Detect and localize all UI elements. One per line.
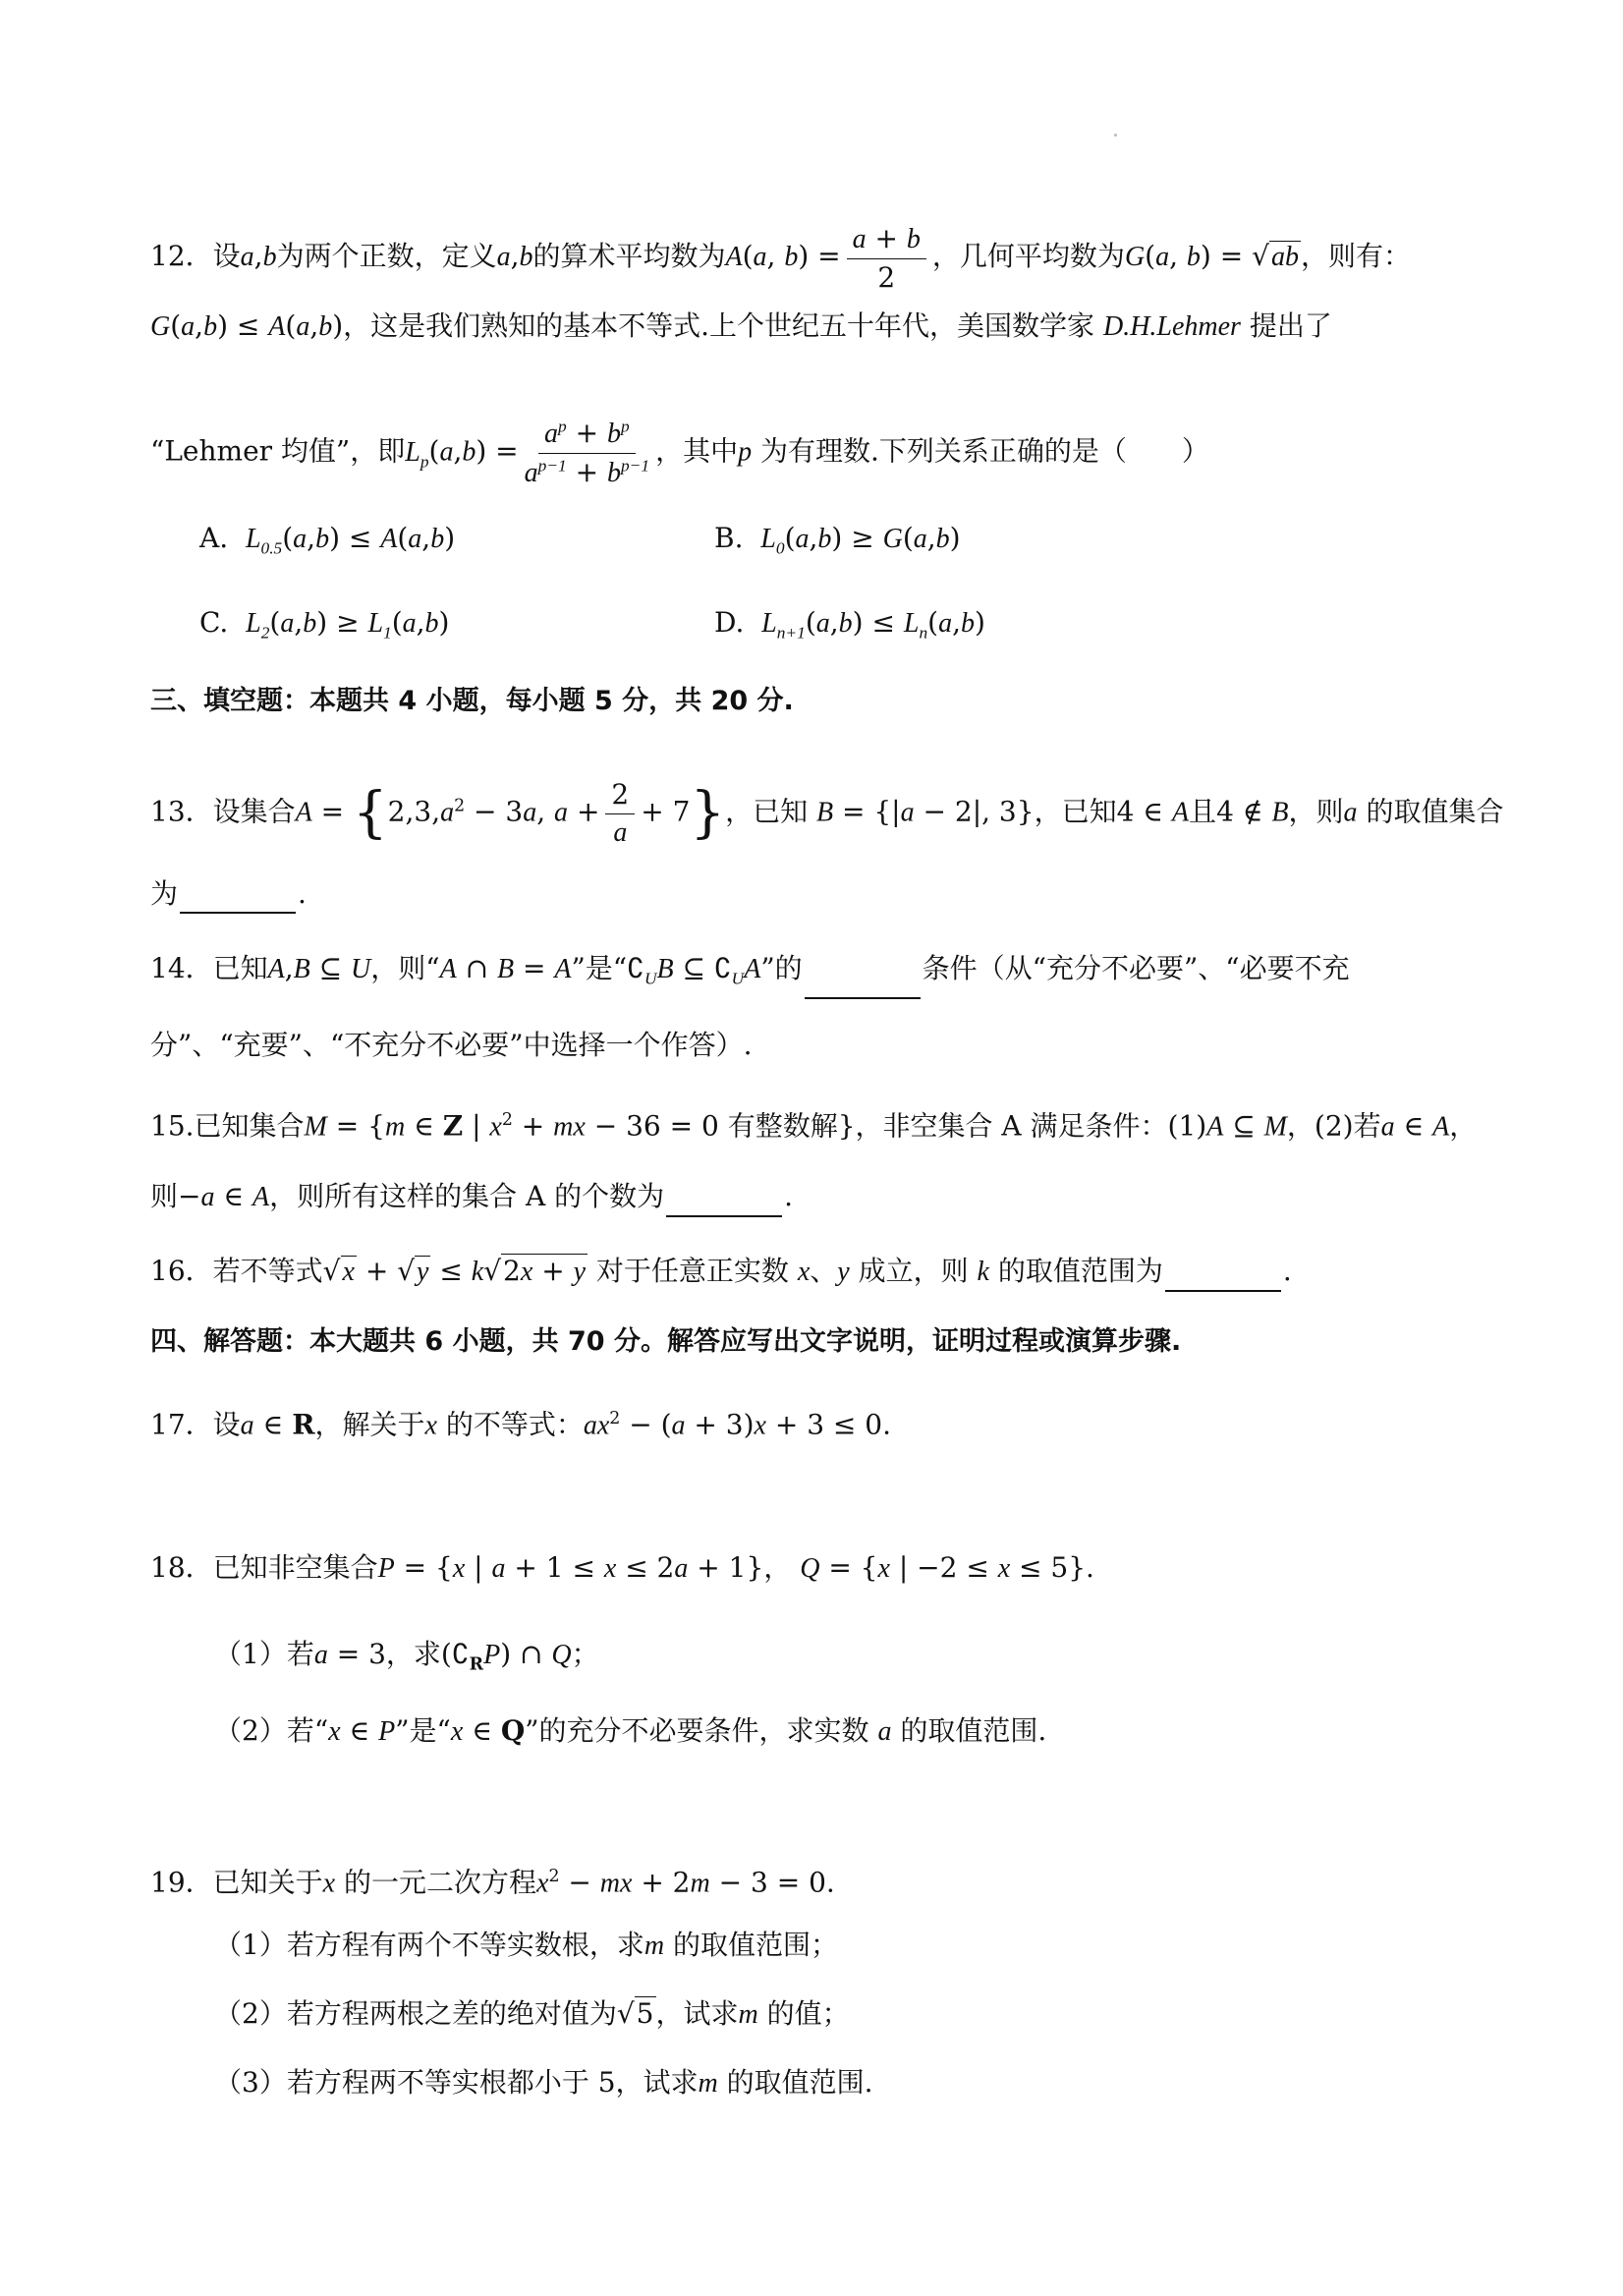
q17-number: 17． (150, 1408, 213, 1441)
q19-text: ，试求 (655, 1997, 739, 2030)
q18-text: 已知非空集合 (212, 1551, 378, 1584)
q12-text: 为两个正数，定义 (276, 240, 497, 273)
q12-option-d: D. $L_{n+1}(a,b) \le L_n(a,b)$ (714, 606, 985, 643)
fraction: $\frac{a^p + b^p}{a^{p-1} + b^{p-1}}$ (524, 417, 650, 488)
q14-text: 已知 (212, 952, 268, 984)
q14-line2: 分”、“充要”、“不充分不必要”中选择一个作答）. (150, 1029, 753, 1061)
q19-part2: （2）若方程两根之差的绝对值为√5，试求m 的值； (214, 1997, 850, 2030)
q12-text: 设 (212, 240, 241, 273)
answer-blank[interactable] (666, 1188, 782, 1217)
q19-text: （2）若方程两根之差的绝对值为 (214, 1997, 617, 2030)
q15-text: 则 (150, 1180, 179, 1212)
q19-text: 的一元二次方程 (344, 1866, 537, 1899)
q15-text: ， (1449, 1109, 1478, 1143)
q19-text: 的取值范围. (726, 2066, 873, 2099)
q16-text: 对于任意正实数 (595, 1255, 789, 1287)
q14-text: ”的 (760, 952, 803, 984)
q16-text: 成立，则 (858, 1255, 969, 1287)
section-heading-fill-in: 三、填空题：本题共 4 小题，每小题 5 分，共 20 分. (150, 686, 794, 716)
answer-blank[interactable] (805, 970, 921, 999)
q17-line: 17．设a ∈ R，解关于x 的不等式：$ax^2 - (a + 3)x + 3 \le 0$. (150, 1408, 892, 1441)
q19-line: 19．已知关于x 的一元二次方程$x^2$ − mx + 2m − 3 = 0. (150, 1866, 835, 1899)
q13-line2 (150, 874, 307, 914)
q19-part3: （3）若方程两不等实根都小于 5，试求m 的取值范围. (214, 2066, 873, 2099)
q18-text: ，求 (385, 1638, 441, 1670)
q14-text: 条件（从“充分不必要”、“必要不充 (922, 952, 1350, 984)
q16-line: 16．若不等式√x + √y ≤ k√2x + y 对于任意正实数 x、y 成立，则 k 的取值范围为 . (150, 1252, 1292, 1292)
q12-name: D.H.Lehmer (1102, 311, 1241, 342)
option-label: C. (199, 606, 229, 639)
q16-text: 若不等式 (212, 1255, 323, 1287)
q12-line3: “Lehmer 均值”，即$L_p(a,b)$ = $\frac{a^p + b^p}{a^{p-1} + b^{p-1}}$ ，其中p 为有理数.下列关系正确的是（ ） (150, 417, 1209, 488)
q12-text: ，几何平均数为 (931, 240, 1125, 273)
q18-text: ”的充分不必要条件，求实数 (525, 1714, 869, 1747)
q13-text: 的取值集合 (1366, 795, 1504, 828)
q19-text: 的取值范围； (672, 1929, 838, 1961)
q18-text: 的取值范围. (900, 1714, 1047, 1747)
q18-number: 18． (150, 1551, 213, 1584)
q13-text: 为 (150, 877, 179, 910)
q15-line1: 15.已知集合M = {m ∈ Z | $x^2$ + mx − 36 = 0 有整数解}，非空集合 A 满足条件：(1)A ⊆ M，(2)若a ∈ A， (150, 1109, 1478, 1143)
q13-number: 13． (150, 795, 213, 828)
q12-text: ，其中 (655, 434, 739, 468)
q15-text: 已知集合 (194, 1109, 305, 1143)
q17-text: 的不等式： (445, 1408, 584, 1441)
q18-text: （1）若 (214, 1638, 314, 1670)
q16-text: . (1282, 1255, 1292, 1287)
q14-number: 14． (150, 952, 213, 984)
section-heading-solutions: 四、解答题：本大题共 6 小题，共 70 分。解答应写出文字说明，证明过程或演算步骤. (150, 1326, 1182, 1357)
q12-text: 提出了 (1249, 309, 1332, 342)
q19-text: 已知关于 (212, 1866, 323, 1899)
q12-number: 12． (150, 240, 213, 273)
q14-line1: 14．已知A,B ⊆ U，则“A ∩ B = A”是“$∁_UB$ ⊆ $∁_UA$”的 条件（从“充分不必要”、“必要不充 (150, 949, 1350, 999)
q15-line2: 则−a ∈ A，则所有这样的集合 A 的个数为 . (150, 1177, 793, 1217)
q12-line2: G(a,b) ≤ A(a,b)，这是我们熟知的基本不等式.上个世纪五十年代，美国数学家 D.H.Lehmer 提出了 (150, 309, 1332, 342)
q12-option-c: C. $L_2(a,b) \ge L_1(a,b)$ (199, 606, 450, 643)
q17-text: 设 (212, 1408, 241, 1441)
q13-text: . (298, 877, 307, 910)
q12-option-a: A. $L_{0.5}(a,b) \le A(a,b)$ (199, 522, 456, 558)
q13-text: ，则 (1288, 795, 1344, 828)
q19-text: （3）若方程两不等实根都小于 5，试求 (214, 2066, 699, 2099)
q14-text: ，则“ (370, 952, 440, 984)
answer-blank[interactable] (1165, 1262, 1281, 1292)
q18-line: 18．已知非空集合P = {x | a + 1 ≤ x ≤ 2a + 1}， Q = {x | −2 ≤ x ≤ 5}. (150, 1551, 1094, 1584)
q19-text: （1）若方程有两个不等实数根，求 (214, 1929, 644, 1961)
q18-part1: （1）若a = 3，求$(∁_RP)$ ∩ Q； (214, 1638, 599, 1675)
q19-part1: （1）若方程有两个不等实数根，求m 的取值范围； (214, 1929, 838, 1961)
q18-text: ”是“ (395, 1714, 451, 1747)
option-label: A. (199, 522, 229, 554)
q19-number: 19． (150, 1866, 213, 1899)
q18-text: ； (571, 1638, 599, 1670)
answer-blank[interactable] (180, 884, 296, 914)
q16-number: 16． (150, 1255, 213, 1287)
q12-option-b: B. $L_0(a,b) \ge G(a,b)$ (714, 522, 961, 558)
q15-text: . (784, 1180, 794, 1212)
q15-text: ，非空集合 A 满足条件：(1) (855, 1109, 1207, 1143)
scan-dot (1114, 134, 1117, 137)
q15-number: 15. (150, 1109, 195, 1143)
q18-part2: （2）若“x ∈ P”是“x ∈ Q”的充分不必要条件，求实数 a 的取值范围. (214, 1714, 1047, 1747)
q15-text: ，(2)若 (1286, 1109, 1381, 1143)
q12-text: ，则有： (1300, 240, 1411, 273)
q17-text: . (882, 1408, 892, 1441)
q12-text: “Lehmer 均值”，即 (150, 434, 406, 468)
q19-text: . (825, 1866, 835, 1899)
q19-text: 的值； (766, 1997, 850, 2030)
option-label: B. (714, 522, 744, 554)
q13-line1: 13．设集合$A = \{2,3,a^2 - 3a$, a + $\frac{2}{a}$ + 7}，已知 B = {|a − 2|, 3}，已知4 ∈ A且4 ∉ B，则a 的取值集合 (150, 778, 1504, 848)
fraction: $\frac{a + b}{2}$ (847, 222, 926, 294)
q15-text: ，则所有这样的集合 A 的个数为 (269, 1180, 665, 1212)
q18-text: （2）若“ (214, 1714, 329, 1747)
q13-text: ，已知 (1034, 795, 1117, 828)
q12-text: 的算术平均数为 (532, 240, 726, 273)
q12-text: 为有理数.下列关系正确的是（ ） (759, 434, 1209, 468)
q13-text: 设集合 (212, 795, 296, 828)
q12-line1: 12．设a,b为两个正数，定义a,b的算术平均数为A(a, b) = $\frac{a + b}{2}$ ，几何平均数为G(a, b) = √ab，则有： (150, 222, 1411, 294)
q15-text: 有整数解 (727, 1109, 838, 1143)
q13-text: 且 (1189, 795, 1217, 828)
q14-text: ”是“ (571, 952, 628, 984)
q17-text: ，解关于 (314, 1408, 425, 1441)
q18-text: . (1086, 1551, 1094, 1584)
q12-text: ，这是我们熟知的基本不等式.上个世纪五十年代，美国数学家 (343, 309, 1095, 342)
option-label: D. (714, 606, 745, 639)
q18-text: ， (763, 1551, 792, 1584)
q16-text: 的取值范围为 (997, 1255, 1163, 1287)
q13-text: ，已知 (725, 795, 809, 828)
